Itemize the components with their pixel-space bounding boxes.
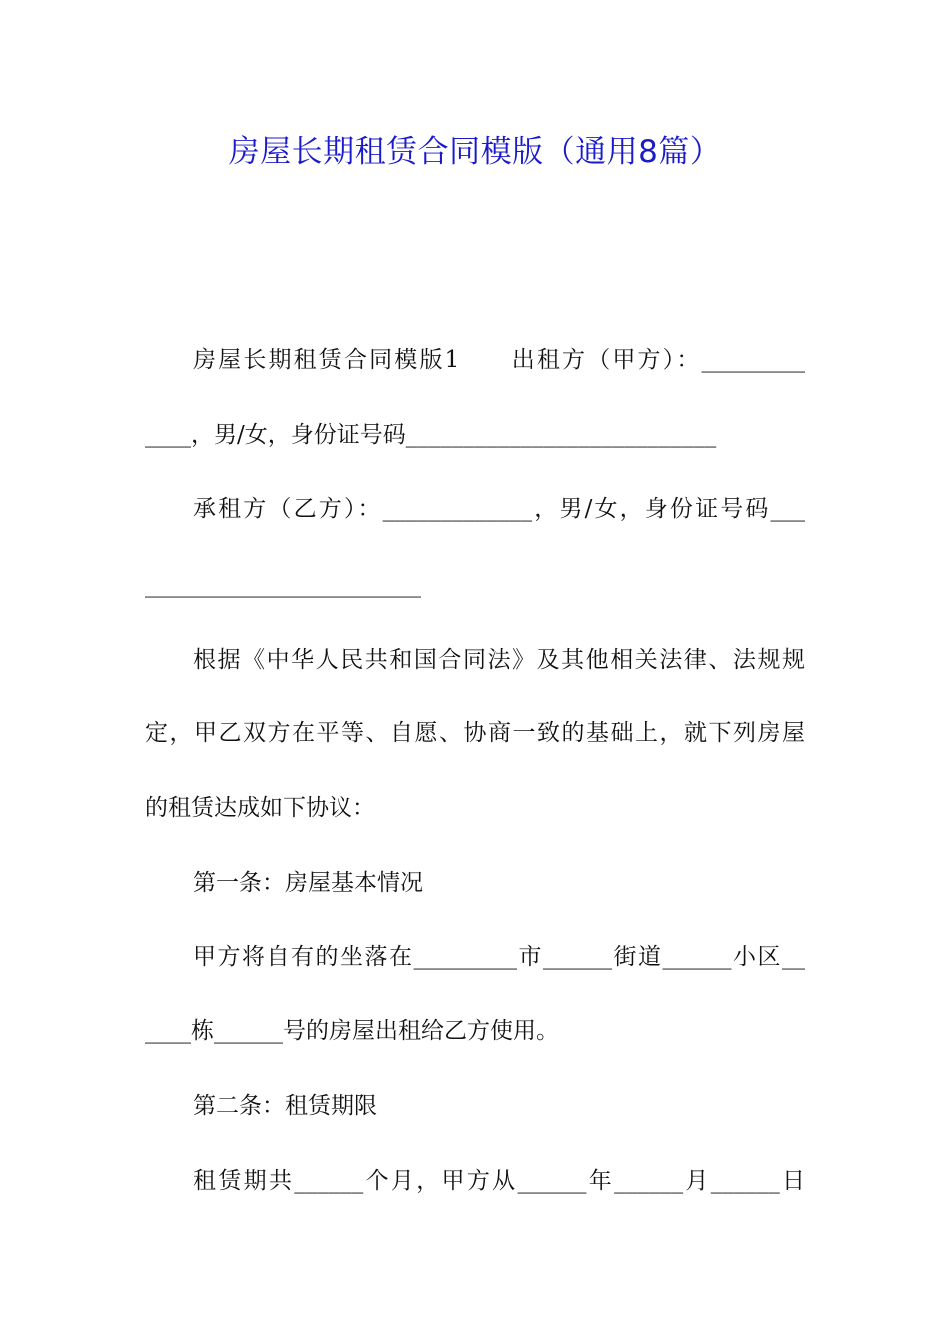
text-line-12: 租赁期共______个月，甲方从______年______月______日 (193, 1168, 805, 1194)
text-line-7: 的租赁达成如下协议： (145, 795, 375, 821)
text-line-9: 甲方将自有的坐落在_________市______街道______小区__ (193, 944, 805, 970)
text-line-2: ____，男/女，身份证号码___________________________ (145, 422, 717, 448)
section-heading-1: 第一条：房屋基本情况 (193, 870, 423, 896)
text-line-6: 定，甲乙双方在平等、自愿、协商一致的基础上，就下列房屋 (145, 720, 805, 746)
text-line-3: 承租方（乙方）：_____________，男/女，身份证号码___ (193, 496, 805, 522)
document-title: 房屋长期租赁合同模版（通用8篇） (228, 134, 722, 170)
text-line-1: 房屋长期租赁合同模版1 出租方（甲方）：_________ (193, 347, 805, 373)
text-line-10: ____栋______号的房屋出租给乙方使用。 (145, 1018, 559, 1044)
section-heading-2: 第二条：租赁期限 (193, 1093, 377, 1119)
text-line-4: ________________________ (145, 572, 421, 598)
text-line-5: 根据《中华人民共和国合同法》及其他相关法律、法规规 (193, 647, 805, 673)
